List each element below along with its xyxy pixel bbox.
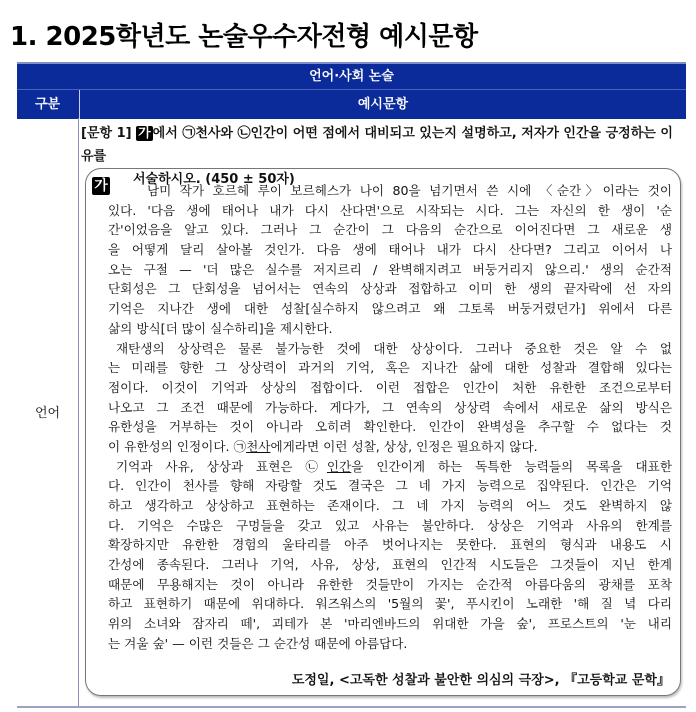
passage-line — [108, 437, 672, 457]
passage-line: 오는 구절 — '더 많은 실수를 저지르리 / 완벽해지려고 버둥거리지 않으리.' 생의 순간적 — [108, 261, 672, 277]
table-header-subject: 언어·사회 논술 — [17, 62, 686, 89]
line-segment: 을 인간이게 하는 독특한 능력들의 목록을 대표한 — [351, 458, 672, 474]
passage-line: 유한성을 거부하는 것이 아니라 오히려 확인한다. 인간이 완벽성을 추구할 수 없다는 것 — [108, 419, 672, 435]
passage-marker: 가 — [92, 177, 110, 195]
question-text-line2: 서술하시오. (450 ± 50자) — [133, 172, 295, 187]
passage-line: 는 겨울 숲' — 이런 것들은 그 순간성 때문에 아름답다. — [108, 635, 408, 651]
passage-line: 삶의 방식[더 많이 실수하리]을 제시한다. — [108, 320, 333, 336]
passage-line: 하고 표현하기 때문에 위대하다. 워즈워스의 '5월의 꽃', 푸시킨이 노래한 '해 질 녘 다리 — [108, 596, 672, 612]
passage-citation: 도정일, <고독한 성찰과 불안한 의심의 극장>, 『고등학교 문학』 — [291, 673, 670, 688]
column-header-category: 구분 — [34, 97, 61, 112]
passage-line: 다. 인간이 천사를 향해 자랑할 것도 결국은 그 네 가지 능력으로 집약된다. 인간은 기억 — [108, 478, 672, 494]
underlined-term: 천사 — [246, 438, 271, 454]
passage-line: 때문에 무용해지는 것이 아니라 유한한 것들만이 가지는 순간적 아름다움의 광채를 포착 — [108, 576, 672, 592]
table-header-row — [17, 89, 686, 119]
passage-line: 간성에 종속된다. 그러나 기억, 사유, 상상, 표현의 인간적 시도들은 그것들이 지닌 한계 — [108, 557, 672, 573]
passage-line: 다. 기억은 수많은 구멍들을 갖고 있고 사유는 불안하다. 상상은 기억과 사유의 한계를 — [108, 517, 672, 533]
passage-line: 위의 소녀와 잠자리 떼', 괴테가 본 '마리엔바드의 위대한 가을 숲', 프로스트의 '눈 내리 — [108, 616, 672, 632]
question-text-line1: 에서 ㉠천사와 ㉡인간이 어떤 점에서 대비되고 있는지 설명하고, 저자가 인간을 긍정하는 이유를 — [81, 126, 673, 164]
line-segment: 에게라면 이런 성찰, 상상, 인정은 필요하지 않다. — [270, 438, 538, 454]
row-label: 언어 — [34, 406, 61, 421]
passage-text — [108, 181, 672, 654]
underlined-term: 인간 — [326, 458, 352, 474]
passage-line: 간'이었음을 알고 있다. 그러나 그 순간이 그 다음의 순간으로 이어진다면 그 새로운 생 — [108, 222, 672, 238]
passage-line: 단회성은 그 단회성을 넘어서는 연속의 상상과 접합하고 이미 한 생의 끝자락에 선 자의 — [108, 281, 672, 297]
passage-line: 점이다. 이것이 기억과 상상의 접합이다. 이런 접합은 인간이 처한 유한한 조건으로부터 — [108, 379, 672, 395]
passage-line: 재탄생의 상상력은 물론 불가능한 것에 대한 상상이다. 그러나 중요한 것은 알 수 없 — [116, 340, 672, 356]
passage-line — [108, 457, 672, 477]
passage-line: 하고 생각하고 상상하고 표현하는 존재이다. 그 네 가지 능력의 어느 것도 완벽하지 않 — [108, 498, 672, 513]
line-segment: 이 유한성의 인정이다. ㉠ — [108, 438, 247, 454]
line-segment: 기억과 사유, 상상과 표현은 ㉡ — [116, 458, 327, 474]
column-divider — [78, 118, 79, 706]
passage-line: 남미 작가 호르헤 루이 보르헤스가 나이 80을 넘기면서 쓴 시에 〈순간〉이라는 것이 — [147, 183, 672, 198]
passage-line: 나오고 그 조건 때문에 가능하다. 게다가, 그 연속의 상상력 속에서 새로운 삶의 방식은 — [108, 399, 672, 415]
passage-line: 기억은 지나간 생에 대한 성찰[실수하지 않으려고 왜 그토록 버둥거렸던가] 위에서 다른 — [108, 301, 672, 317]
passage-box — [85, 168, 681, 696]
passage-line: 확장하지만 유한한 경험의 울타리를 아주 벗어나지는 못한다. 표현의 형식과 내용도 시 — [108, 537, 672, 553]
column-header-question: 예시문항 — [79, 90, 686, 119]
passage-marker-inline: 가 — [138, 126, 151, 141]
passage-line: 있다. '다음 생에 태어나 내가 다시 산다면'으로 시작되는 시다. 그는 자신의 한 생이 '순 — [108, 202, 672, 218]
question-number: [문항 1] — [81, 126, 132, 141]
passage-line: 을 어떻게 달리 살아볼 것인가. 다음 생에 태어나 내가 다시 산다면? 그리고 이어서 나 — [108, 242, 672, 258]
passage-line: 는 미래를 향한 그 상상력이 과거의 기억, 혹은 지나간 삶에 대한 성찰과 결합해 있다는 — [108, 360, 672, 376]
page-title: 1. 2025학년도 논술우수자전형 예시문항 — [10, 22, 478, 52]
